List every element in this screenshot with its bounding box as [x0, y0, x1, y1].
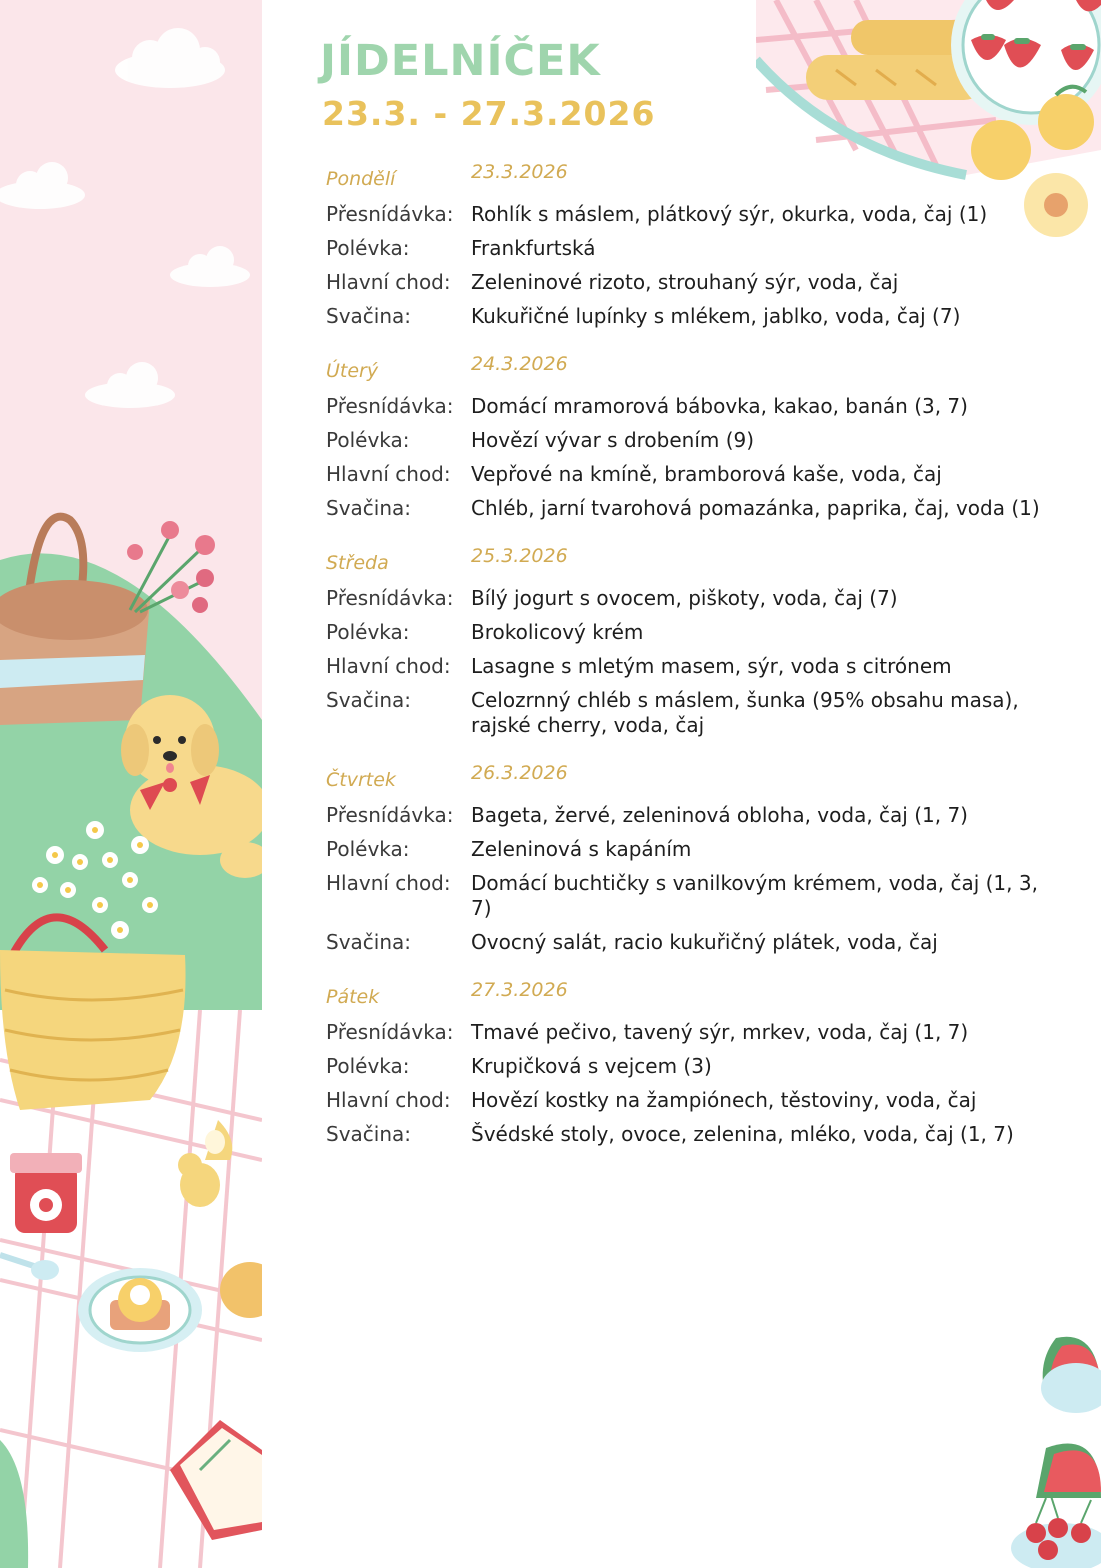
meal-row	[326, 496, 1046, 521]
meal-text: Zeleninová s kapáním	[471, 837, 692, 861]
picnic-illustration	[0, 0, 262, 1568]
day-date: 26.3.2026	[471, 762, 568, 784]
meal-label: Hlavní chod:	[326, 270, 451, 294]
day-block-wednesday	[326, 544, 1046, 738]
decorative-bottom-right	[1006, 1328, 1101, 1568]
cloud-icon	[0, 162, 85, 209]
meal-row	[326, 428, 1046, 453]
meal-row	[326, 654, 1046, 679]
day-block-thursday	[326, 761, 1046, 955]
day-header	[326, 761, 1046, 803]
meal-label: Polévka:	[326, 837, 410, 861]
picnic-basket-icon	[0, 517, 150, 725]
meal-label: Svačina:	[326, 304, 412, 328]
day-block-friday	[326, 978, 1046, 1147]
meal-label: Polévka:	[326, 620, 410, 644]
meal-label: Hlavní chod:	[326, 654, 451, 678]
meal-text: Vepřové na kmíně, bramborová kaše, voda, čaj	[471, 462, 942, 486]
meal-row	[326, 202, 1046, 227]
page-title: JÍDELNÍČEK	[320, 36, 601, 86]
cloud-icon	[85, 362, 175, 408]
meal-label: Přesnídávka:	[326, 586, 454, 610]
day-name: Úterý	[326, 360, 379, 382]
meal-label: Svačina:	[326, 688, 412, 712]
meal-text: Ovocný salát, racio kukuřičný plátek, voda, čaj	[471, 930, 938, 954]
watermelon-illustration	[1006, 1328, 1101, 1568]
meal-row	[326, 586, 1046, 611]
meal-label: Přesnídávka:	[326, 202, 454, 226]
day-name: Pátek	[326, 986, 380, 1008]
meal-row	[326, 394, 1046, 419]
meal-label: Svačina:	[326, 496, 412, 520]
meal-row	[326, 871, 1046, 921]
date-range: 23.3. - 27.3.2026	[322, 94, 656, 133]
cherries-icon	[1011, 1496, 1101, 1568]
meal-text: Bageta, žervé, zeleninová obloha, voda, čaj (1, 7)	[471, 803, 968, 827]
meal-row	[326, 1054, 1046, 1079]
meal-row	[326, 1020, 1046, 1045]
meal-label: Přesnídávka:	[326, 1020, 454, 1044]
day-block-monday	[326, 160, 1046, 329]
tart-plate-icon	[78, 1268, 202, 1352]
meal-row	[326, 270, 1046, 295]
day-date: 24.3.2026	[471, 353, 568, 375]
jam-jar-icon	[10, 1153, 82, 1233]
meal-text: Brokolicový krém	[471, 620, 644, 644]
meal-text: Bílý jogurt s ovocem, piškoty, voda, čaj (7)	[471, 586, 898, 610]
meal-row	[326, 837, 1046, 862]
meal-label: Polévka:	[326, 428, 410, 452]
cloud-icon	[115, 28, 225, 88]
meal-label: Svačina:	[326, 930, 412, 954]
meal-text: Hovězí kostky na žampiónech, těstoviny, voda, čaj	[471, 1088, 977, 1112]
watermelon-icon	[1041, 1337, 1101, 1413]
meal-text: Hovězí vývar s drobením (9)	[471, 428, 755, 452]
day-date: 23.3.2026	[471, 161, 568, 183]
meal-text: Kukuřičné lupínky s mlékem, jablko, voda, čaj (7)	[471, 304, 961, 328]
meal-row	[326, 1088, 1046, 1113]
meal-text: Švédské stoly, ovoce, zelenina, mléko, voda, čaj (1, 7)	[471, 1122, 1014, 1146]
day-date: 25.3.2026	[471, 545, 568, 567]
day-name: Pondělí	[326, 168, 396, 190]
day-block-tuesday	[326, 352, 1046, 521]
day-date: 27.3.2026	[471, 979, 568, 1001]
meal-row	[326, 930, 1046, 955]
day-header	[326, 544, 1046, 586]
meal-label: Přesnídávka:	[326, 803, 454, 827]
meal-row	[326, 620, 1046, 645]
meal-text: Domácí mramorová bábovka, kakao, banán (3, 7)	[471, 394, 968, 418]
meal-text: Tmavé pečivo, tavený sýr, mrkev, voda, čaj (1, 7)	[471, 1020, 969, 1044]
meal-row	[326, 304, 1046, 329]
meal-label: Přesnídávka:	[326, 394, 454, 418]
cloud-icon	[170, 246, 250, 287]
meal-row	[326, 236, 1046, 261]
meal-label: Hlavní chod:	[326, 462, 451, 486]
meal-label: Svačina:	[326, 1122, 412, 1146]
day-header	[326, 160, 1046, 202]
meal-text: Chléb, jarní tvarohová pomazánka, paprika, čaj, voda (1)	[471, 496, 1040, 520]
meal-row	[326, 803, 1046, 828]
meal-label: Polévka:	[326, 236, 410, 260]
meal-row	[326, 1122, 1046, 1147]
meal-text: Celozrnný chléb s máslem, šunka (95% obsahu masa), rajské cherry, voda, čaj	[471, 688, 1019, 737]
meal-label: Polévka:	[326, 1054, 410, 1078]
meal-text: Lasagne s mletým masem, sýr, voda s citrónem	[471, 654, 952, 678]
meal-label: Hlavní chod:	[326, 871, 451, 895]
day-name: Čtvrtek	[326, 769, 396, 791]
meal-row	[326, 688, 1046, 738]
watermelon-icon	[1036, 1444, 1101, 1498]
meal-label: Hlavní chod:	[326, 1088, 451, 1112]
day-header	[326, 352, 1046, 394]
day-header	[326, 978, 1046, 1020]
meal-text: Zeleninové rizoto, strouhaný sýr, voda, čaj	[471, 270, 899, 294]
decorative-side-panel	[0, 0, 262, 1568]
meal-text: Domácí buchtičky s vanilkovým krémem, voda, čaj (1, 3, 7)	[471, 871, 1038, 920]
weekly-menu	[326, 160, 1046, 1170]
meal-row	[326, 462, 1046, 487]
meal-text: Krupičková s vejcem (3)	[471, 1054, 712, 1078]
meal-text: Rohlík s máslem, plátkový sýr, okurka, voda, čaj (1)	[471, 202, 988, 226]
day-name: Středa	[326, 552, 389, 574]
meal-text: Frankfurtská	[471, 236, 596, 260]
